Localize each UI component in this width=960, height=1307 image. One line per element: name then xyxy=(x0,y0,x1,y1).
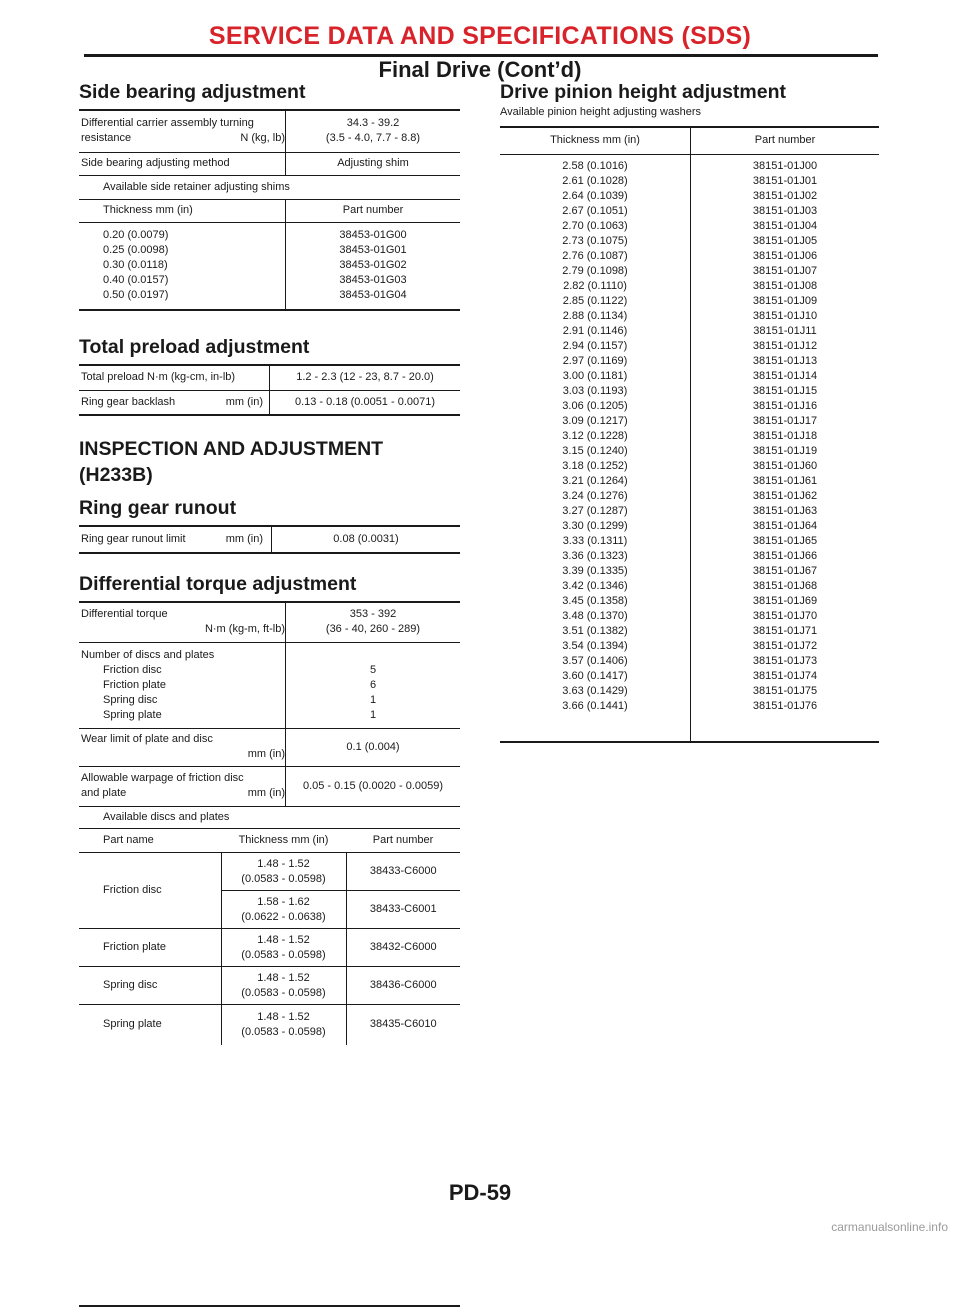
friction-disc-2-part: 38433-C6001 xyxy=(346,891,460,929)
discs-items: Friction disc Friction plate Spring disc Spring plate xyxy=(103,663,166,721)
spring-plate-thickness xyxy=(221,1005,346,1045)
sd-t1: 1.48 - 1.52 xyxy=(257,971,310,984)
diff-torque-title: Differential torque adjustment xyxy=(79,573,357,595)
side-bearing-title: Side bearing adjustment xyxy=(79,81,306,103)
friction-disc-name: Friction disc xyxy=(79,853,221,929)
discs-label-text: Number of discs and plates xyxy=(81,648,215,661)
available-discs-table xyxy=(79,829,460,1045)
warp-label xyxy=(79,766,286,806)
runout-value: 0.08 (0.0031) xyxy=(272,526,461,553)
shim-part-list: 38453-01G00 38453-01G01 38453-01G02 38453-01G03 38453-01G04 xyxy=(286,222,461,310)
side-bearing-table xyxy=(79,109,460,311)
turning-value-1: 34.3 - 39.2 xyxy=(346,117,400,130)
turning-label-line-2: resistance xyxy=(81,132,132,145)
warp-label-line-1: Allowable warpage of friction disc xyxy=(81,772,244,784)
warp-label-line-2: and plate xyxy=(81,787,127,799)
right-column xyxy=(500,78,879,743)
backlash-value: 0.13 - 0.18 (0.0051 - 0.0071) xyxy=(270,390,461,415)
total-preload-table xyxy=(79,364,460,416)
runout-label xyxy=(79,526,272,553)
torque-label xyxy=(79,602,286,642)
spring-disc-name: Spring disc xyxy=(79,967,221,1005)
wear-label-text: Wear limit of plate and disc xyxy=(81,733,213,745)
inspection-title: INSPECTION AND ADJUSTMENT (H233B) xyxy=(79,438,384,486)
backlash-unit: mm (in) xyxy=(225,395,263,408)
spring-plate-part: 38435-C6010 xyxy=(346,1005,460,1045)
turning-unit: N (kg, lb) xyxy=(240,132,285,145)
pinion-title: Drive pinion height adjustment xyxy=(500,81,787,103)
fd1-t2: (0.0583 - 0.0598) xyxy=(241,872,326,885)
available-discs-label: Available discs and plates xyxy=(79,806,460,828)
runout-unit: mm (in) xyxy=(225,533,263,545)
backlash-label-text: Ring gear backlash xyxy=(81,395,176,408)
runout-label-text: Ring gear runout limit xyxy=(81,533,186,545)
turning-label-line-1: Differential carrier assembly turning xyxy=(81,117,254,130)
preload-value: 1.2 - 2.3 (12 - 23, 8.7 - 20.0) xyxy=(270,365,461,390)
shims-col-thickness: Thickness mm (in) xyxy=(79,199,286,222)
col-thickness: Thickness mm (in) xyxy=(221,829,346,853)
wear-value: 0.1 (0.004) xyxy=(286,728,461,766)
fd2-t1: 1.58 - 1.62 xyxy=(257,895,310,908)
section-title: SERVICE DATA AND SPECIFICATIONS (SDS) xyxy=(208,22,752,50)
spring-plate-name: Spring plate xyxy=(103,1018,162,1031)
discs-label xyxy=(79,642,286,728)
warp-value: 0.05 - 0.15 (0.0020 - 0.0059) xyxy=(286,766,461,806)
wear-unit: mm (in) xyxy=(247,748,285,760)
friction-plate-name: Friction plate xyxy=(79,929,221,967)
discs-subtable-cell xyxy=(79,828,460,1306)
watermark: carmanualsonline.info xyxy=(831,1220,948,1234)
ring-gear-runout-title: Ring gear runout xyxy=(79,497,237,519)
preload-label: Total preload N·m (kg-cm, in-lb) xyxy=(79,365,270,390)
total-preload-title: Total preload adjustment xyxy=(79,336,310,358)
pinion-col-part: Part number xyxy=(691,127,880,154)
pinion-col-thickness: Thickness mm (in) xyxy=(500,127,691,154)
spring-disc-part: 38436-C6000 xyxy=(346,967,460,1005)
friction-plate-thickness xyxy=(221,929,346,967)
method-value: Adjusting shim xyxy=(286,152,461,175)
turning-label xyxy=(79,110,286,152)
backlash-label xyxy=(79,390,270,415)
pinion-washer-table xyxy=(500,126,879,743)
sp-t2: (0.0583 - 0.0598) xyxy=(241,1025,326,1038)
page-subtitle: Final Drive (Cont’d) xyxy=(378,57,582,82)
left-column xyxy=(79,78,460,1307)
shims-col-part: Part number xyxy=(286,199,461,222)
sp-t1: 1.48 - 1.52 xyxy=(257,1010,310,1023)
torque-value xyxy=(286,602,461,642)
friction-disc-1-part: 38433-C6000 xyxy=(346,853,460,891)
col-part-name: Part name xyxy=(79,829,221,853)
warp-unit: mm (in) xyxy=(247,787,285,799)
fd2-t2: (0.0622 - 0.0638) xyxy=(241,910,326,923)
pinion-thickness-list: 2.58 (0.1016) 2.61 (0.1028) 2.64 (0.1039) 2.67 (0.1051) 2.70 (0.1063) 2.73 (0.1075) 2.76 (0.1087) 2.79 (0.1098) 2.82 (0.1110) 2.85 (0.1122) 2.88 (0.1134) 2.91 (0.1146) 2.94 (0.1157) 2.97 (0.1169) 3.00 (0.1181) 3.03 (0.1193) 3.06 (0.1205) 3.09 (0.1217) 3.12 (0.1228) 3.15 (0.1240) 3.18 (0.1252) 3.21 (0.1264) 3.24 (0.1276) 3.27 (0.1287) 3.30 (0.1299) 3.33 (0.1311) 3.36 (0.1323) 3.39 (0.1335) 3.42 (0.1346) 3.45 (0.1358) 3.48 (0.1370) 3.51 (0.1382) 3.54 (0.1394) 3.57 (0.1406) 3.60 (0.1417) 3.63 (0.1429) 3.66 (0.1441) xyxy=(562,159,628,712)
fp-t2: (0.0583 - 0.0598) xyxy=(241,948,326,961)
fp-t1: 1.48 - 1.52 xyxy=(257,933,310,946)
col-part-number: Part number xyxy=(346,829,460,853)
pinion-part-list: 38151-01J00 38151-01J01 38151-01J02 38151-01J03 38151-01J04 38151-01J05 38151-01J06 38151-01J07 38151-01J08 38151-01J09 38151-01J10 38151-01J11 38151-01J12 38151-01J13 38151-01J14 38151-01J15 38151-01J16 38151-01J17 38151-01J18 38151-01J19 38151-01J60 38151-01J61 38151-01J62 38151-01J63 38151-01J64 38151-01J65 38151-01J66 38151-01J67 38151-01J68 38151-01J69 38151-01J70 38151-01J71 38151-01J72 38151-01J73 38151-01J74 38151-01J75 38151-01J76 xyxy=(691,154,880,742)
torque-value-1: 353 - 392 xyxy=(349,608,397,621)
torque-value-2: (36 - 40, 260 - 289) xyxy=(325,623,421,636)
method-label: Side bearing adjusting method xyxy=(79,152,286,175)
page-number: PD-59 xyxy=(448,1180,512,1205)
turning-value xyxy=(286,110,461,152)
wear-label xyxy=(79,728,286,766)
friction-disc-2-thickness xyxy=(221,891,346,929)
torque-unit: N·m (kg-m, ft-lb) xyxy=(204,623,285,636)
discs-values: 5 6 1 1 xyxy=(369,663,377,721)
turning-value-2: (3.5 - 4.0, 7.7 - 8.8) xyxy=(325,132,421,145)
shims-label: Available side retainer adjusting shims xyxy=(79,175,460,199)
torque-label-text: Differential torque xyxy=(81,608,168,621)
sd-t2: (0.0583 - 0.0598) xyxy=(241,986,326,999)
fd1-t1: 1.48 - 1.52 xyxy=(257,857,310,870)
spring-disc-thickness xyxy=(221,967,346,1005)
shim-thickness-list: 0.20 (0.0079) 0.25 (0.0098) 0.30 (0.0118) 0.40 (0.0157) 0.50 (0.0197) xyxy=(103,229,169,302)
pinion-subtitle: Available pinion height adjusting washers xyxy=(500,106,701,118)
friction-plate-part: 38432-C6000 xyxy=(346,929,460,967)
ring-gear-runout-table xyxy=(79,525,460,554)
discs-values-cell xyxy=(286,642,461,728)
friction-disc-1-thickness xyxy=(221,853,346,891)
